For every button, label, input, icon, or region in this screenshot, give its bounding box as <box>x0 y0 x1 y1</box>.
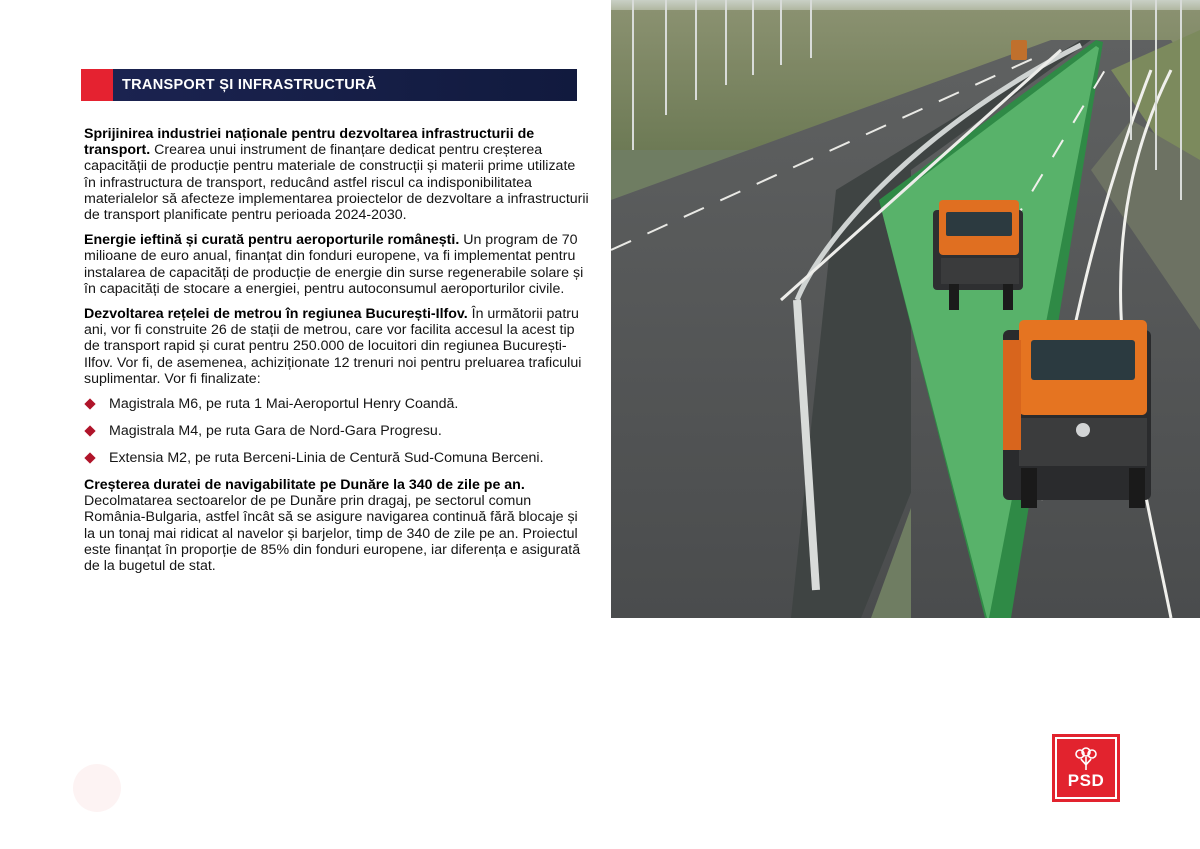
paragraph-heading: Energie ieftină și curată pentru aeroporturile românești. <box>84 232 460 249</box>
paragraph-danube <box>84 477 589 574</box>
paragraph-body: Un program de 70 milioane de euro anual, finanțat din fonduri europene, va fi implementat pentru instalarea de capacități de producție de energie din surse regenerabile solare și în capacități de stocare a energiei, pentru autoconsumul aeroporturilor civile. <box>84 232 584 297</box>
psd-logo <box>1052 734 1120 802</box>
diamond-bullet-icon <box>84 425 95 436</box>
list-item-text: Magistrala M6, pe ruta 1 Mai-Aeroportul Henry Coandă. <box>109 396 459 413</box>
highway-photo <box>611 0 1200 618</box>
section-header <box>81 69 577 101</box>
list-item <box>84 450 589 466</box>
page-marker <box>73 764 121 812</box>
list-item <box>84 423 589 439</box>
paragraph-body: Crearea unui instrument de finanțare dedicat pentru creșterea capacității de producție pentru materiale de construcții și materii prime utilizate în infrastructura de transport, reducând astfel riscul ca indisponibilitatea materialelor să afecteze implementarea proiectelor de dezvoltare a infrastructurii de transport planificate pentru perioada 2024-2030. <box>84 142 589 224</box>
list-item <box>84 396 589 412</box>
metro-lines-list <box>84 396 589 466</box>
rose-icon <box>1072 747 1100 771</box>
paragraph-body: Decolmatarea sectoarelor de pe Dunăre prin dragaj, pe sectorul comun România-Bulgaria, astfel încât să se asigure navigarea continuă fără blocaje și la un tonaj mai ridicat al navelor și barjelor, timp de 340 de zile pe an. Proiectul este finanțat în proporție de 85% din fonduri europene, iar diferența e asigurată de la bugetul de stat. <box>84 493 581 575</box>
list-item-text: Extensia M2, pe ruta Berceni-Linia de Centură Sud-Comuna Berceni. <box>109 450 544 467</box>
paragraph-body: În următorii patru ani, vor fi construite 26 de stații de metrou, care vor facilita accesul la acest tip de transport rapid și curat pentru 250.000 de locuitori din regiunea București-Ilfov. Vor fi, de asemenea, achiziționate 12 trenuri noi pentru preluarea traficului suplimentar. Vor fi finalizate: <box>84 306 582 387</box>
content-column <box>84 126 589 583</box>
paragraph-heading: Sprijinirea industriei naționale pentru dezvoltarea infrastructurii de transport. <box>84 126 535 159</box>
paragraph-heading: Creșterea duratei de navigabilitate pe Dunăre la 340 de zile pe an. <box>84 477 525 494</box>
diamond-bullet-icon <box>84 398 95 409</box>
logo-text: PSD <box>1067 770 1105 790</box>
paragraph-airports <box>84 232 589 297</box>
section-title: TRANSPORT ȘI INFRASTRUCTURĂ <box>113 69 577 101</box>
diamond-bullet-icon <box>84 452 95 463</box>
paragraph-metro <box>84 306 589 387</box>
paragraph-heading: Dezvoltarea rețelei de metrou în regiunea București-Ilfov. <box>84 306 468 323</box>
list-item-text: Magistrala M4, pe ruta Gara de Nord-Gara Progresu. <box>109 423 442 440</box>
paragraph-infrastructure <box>84 126 589 223</box>
header-red-block <box>81 69 113 101</box>
